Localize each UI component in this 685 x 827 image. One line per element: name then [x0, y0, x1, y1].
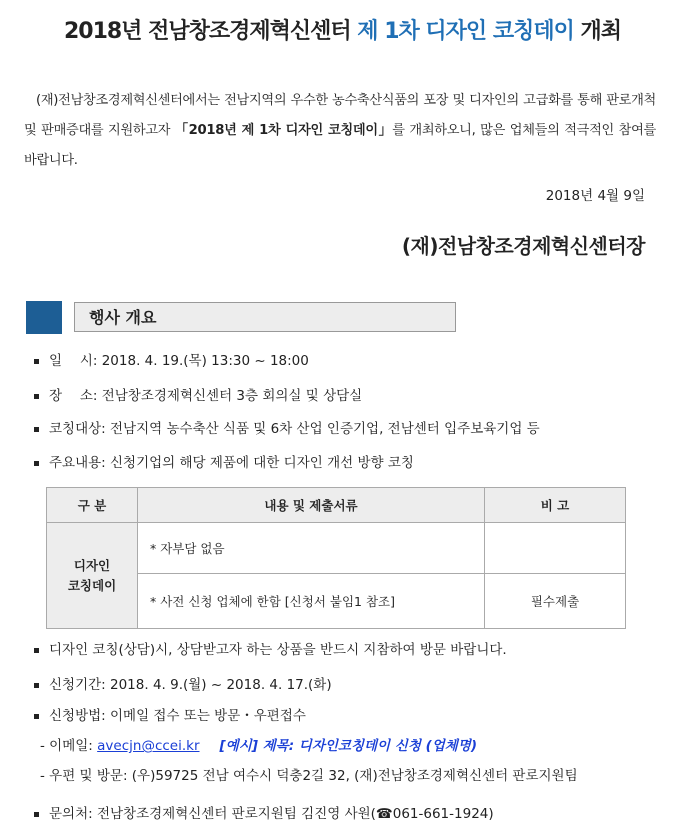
table-row	[47, 523, 626, 574]
bullet-icon	[34, 394, 39, 399]
section-marker	[26, 301, 62, 334]
table-content-cell: * 자부담 없음	[138, 523, 485, 574]
title-part1: 2018년 전남창조경제혁신센터	[63, 19, 351, 44]
table-category-cell: 디자인 코칭데이	[47, 523, 138, 629]
table-header-remark: 비 고	[485, 488, 626, 523]
program-table	[46, 487, 626, 629]
email-label: - 이메일:	[40, 738, 98, 754]
note-item-period: 신청기간: 2018. 4. 9.(월) ~ 2018. 4. 17.(화)	[34, 673, 332, 693]
intro-paragraph	[24, 86, 656, 176]
overview-item-place: 장 소: 전남창조경제혁신센터 3층 회의실 및 상담실	[34, 384, 362, 404]
bullet-icon	[34, 427, 39, 432]
overview-item-target: 코칭대상: 전남지역 농수축산 식품 및 6차 산업 인증기업, 전남센터 입주보육기업 등	[34, 417, 540, 437]
table-header-content: 내용 및 제출서류	[138, 488, 485, 523]
bullet-icon	[34, 683, 39, 688]
visit-address-line: - 우편 및 방문: (우)59725 전남 여수시 덕충2길 32, (재)전남창조경제혁신센터 판로지원팀	[40, 768, 578, 784]
document-date: 2018년 4월 9일	[545, 188, 645, 204]
bullet-icon	[34, 812, 39, 817]
note-item-bring-product: 디자인 코칭(상담)시, 상담받고자 하는 상품을 반드시 지참하여 방문 바랍니다.	[34, 638, 507, 658]
bullet-icon	[34, 359, 39, 364]
table-remark-cell	[485, 523, 626, 574]
table-content-cell: * 사전 신청 업체에 한함 [신청서 붙임1 참조]	[138, 574, 485, 629]
intro-event-name: 「2018년 제 1차 디자인 코칭데이」	[174, 123, 393, 138]
table-header-row	[47, 488, 626, 523]
overview-item-content: 주요내용: 신청기업의 해당 제품에 대한 디자인 개선 방향 코칭	[34, 451, 414, 471]
table-header-category: 구 분	[47, 488, 138, 523]
document-title	[0, 14, 685, 45]
title-part3: 개최	[580, 19, 622, 44]
overview-item-date: 일 시: 2018. 4. 19.(목) 13:30 ~ 18:00	[34, 349, 309, 369]
email-subject-example: [예시] 제목: 디자인코칭데이 신청 (업체명)	[219, 738, 478, 754]
intro-text-after: 를 개최하오니, 많은 업체들의 적극적인 참여를 바랍니다.	[24, 123, 656, 168]
organization-name: (재)전남창조경제혁신센터장	[401, 234, 645, 258]
note-item-method: 신청방법: 이메일 접수 또는 방문・우편접수	[34, 704, 306, 724]
bullet-icon	[34, 648, 39, 653]
email-link[interactable]: avecjn@ccei.kr	[97, 738, 200, 754]
title-part2: 제 1차 디자인 코칭데이	[357, 19, 574, 44]
table-remark-cell: 필수제출	[485, 574, 626, 629]
bullet-icon	[34, 461, 39, 466]
contact-line: 문의처: 전남창조경제혁신센터 판로지원팀 김진영 사원(☎061-661-1924)	[34, 802, 494, 822]
email-line	[40, 734, 477, 754]
bullet-icon	[34, 714, 39, 719]
intro-text-before: (재)전남창조경제혁신센터에서는 전남지역의 우수한 농수축산식품의 포장 및 디자인의 고급화를 통해 판로개척 및 판매증대를 지원하고자	[24, 93, 656, 138]
section-title: 행사 개요	[74, 302, 456, 332]
